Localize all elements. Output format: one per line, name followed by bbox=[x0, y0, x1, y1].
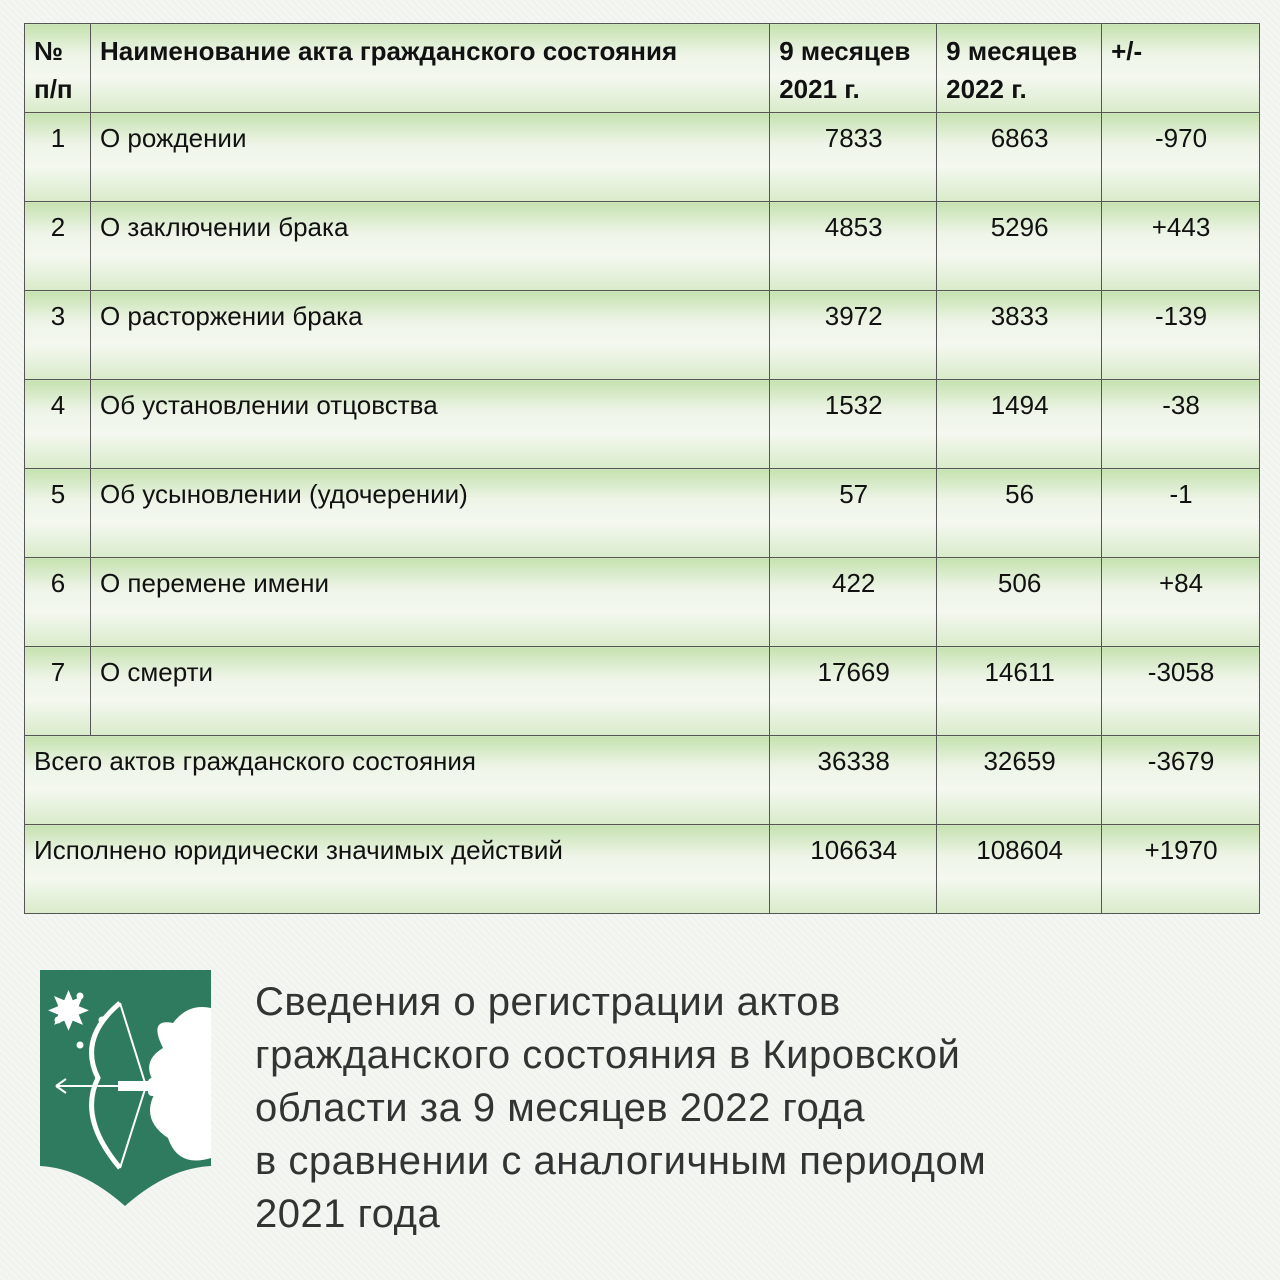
value-2022: 14611 bbox=[937, 647, 1102, 736]
table-row bbox=[25, 113, 1260, 202]
act-name: О перемене имени bbox=[90, 558, 769, 647]
act-name: О расторжении брака bbox=[90, 291, 769, 380]
value-diff: -139 bbox=[1102, 291, 1260, 380]
value-2022: 32659 bbox=[937, 736, 1102, 825]
value-diff: -3679 bbox=[1102, 736, 1260, 825]
value-diff: +443 bbox=[1102, 202, 1260, 291]
table-row bbox=[25, 380, 1260, 469]
row-number: 1 bbox=[25, 113, 91, 202]
value-diff: +1970 bbox=[1102, 825, 1260, 914]
statistics-table bbox=[24, 23, 1260, 914]
value-2021: 3972 bbox=[770, 291, 937, 380]
value-2021: 4853 bbox=[770, 202, 937, 291]
row-number: 4 bbox=[25, 380, 91, 469]
value-2021: 422 bbox=[770, 558, 937, 647]
act-name: О заключении брака bbox=[90, 202, 769, 291]
title-line: 2021 года bbox=[255, 1192, 441, 1236]
table-row bbox=[25, 202, 1260, 291]
value-diff: -3058 bbox=[1102, 647, 1260, 736]
value-diff: -38 bbox=[1102, 380, 1260, 469]
header-name: Наименование акта гражданского состояния bbox=[90, 24, 769, 113]
value-2022: 6863 bbox=[937, 113, 1102, 202]
title-line: в сравнении с аналогичным периодом bbox=[255, 1139, 987, 1183]
act-name: Об установлении отцовства bbox=[90, 380, 769, 469]
header-number: № п/п bbox=[25, 24, 91, 113]
value-2021: 7833 bbox=[770, 113, 937, 202]
value-2022: 3833 bbox=[937, 291, 1102, 380]
value-2021: 36338 bbox=[770, 736, 937, 825]
header-2022: 9 месяцев 2022 г. bbox=[937, 24, 1102, 113]
table-row bbox=[25, 558, 1260, 647]
title-line: гражданского состояния в Кировской bbox=[255, 1033, 961, 1077]
kirov-oblast-emblem bbox=[38, 968, 213, 1208]
value-2021: 1532 bbox=[770, 380, 937, 469]
value-diff: +84 bbox=[1102, 558, 1260, 647]
value-diff: -970 bbox=[1102, 113, 1260, 202]
value-2022: 1494 bbox=[937, 380, 1102, 469]
header-diff: +/- bbox=[1102, 24, 1260, 113]
total-row bbox=[25, 825, 1260, 914]
total-row bbox=[25, 736, 1260, 825]
title-line: области за 9 месяцев 2022 года bbox=[255, 1086, 866, 1130]
value-2021: 106634 bbox=[770, 825, 937, 914]
page-title bbox=[255, 976, 986, 1241]
row-number: 5 bbox=[25, 469, 91, 558]
row-number: 7 bbox=[25, 647, 91, 736]
table-row bbox=[25, 469, 1260, 558]
value-2021: 57 bbox=[770, 469, 937, 558]
total-label: Исполнено юридически значимых действий bbox=[25, 825, 770, 914]
act-name: О смерти bbox=[90, 647, 769, 736]
row-number: 2 bbox=[25, 202, 91, 291]
act-name: Об усыновлении (удочерении) bbox=[90, 469, 769, 558]
value-2022: 506 bbox=[937, 558, 1102, 647]
value-2022: 56 bbox=[937, 469, 1102, 558]
table-row bbox=[25, 647, 1260, 736]
header-2021: 9 месяцев 2021 г. bbox=[770, 24, 937, 113]
act-name: О рождении bbox=[90, 113, 769, 202]
row-number: 3 bbox=[25, 291, 91, 380]
header-row bbox=[25, 24, 1260, 113]
row-number: 6 bbox=[25, 558, 91, 647]
table-row bbox=[25, 291, 1260, 380]
value-2022: 108604 bbox=[937, 825, 1102, 914]
total-label: Всего актов гражданского состояния bbox=[25, 736, 770, 825]
value-2022: 5296 bbox=[937, 202, 1102, 291]
value-diff: -1 bbox=[1102, 469, 1260, 558]
title-line: Сведения о регистрации актов bbox=[255, 980, 841, 1024]
value-2021: 17669 bbox=[770, 647, 937, 736]
